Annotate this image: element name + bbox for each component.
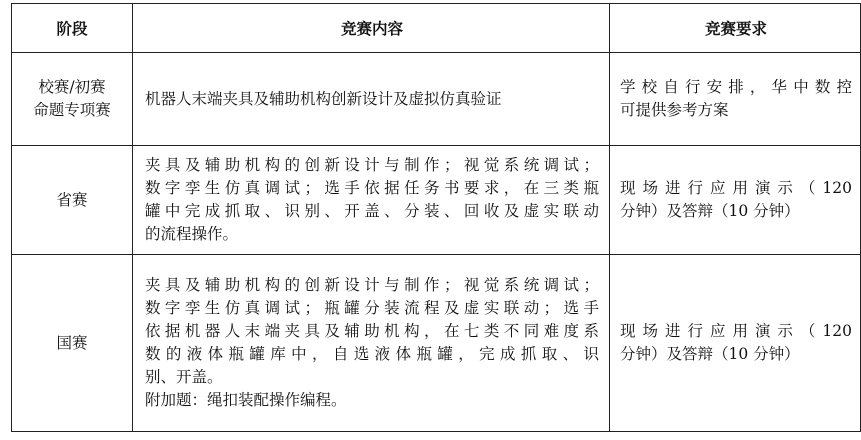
content-text: 数的液体瓶罐库中，自选液体瓶罐，完成抓取、识 xyxy=(145,345,599,363)
table-row xyxy=(12,255,861,432)
stage-cell xyxy=(12,53,133,146)
requirement-text: 可提供参考方案 xyxy=(620,101,729,119)
requirement-cell xyxy=(610,255,861,432)
content-text: 附加题：绳扣装配操作编程。 xyxy=(145,391,347,409)
content-text: 依据机器人末端夹具及辅助机构，在七类不同难度系 xyxy=(145,322,599,340)
stage-cell xyxy=(12,146,133,255)
content-text: 数字孪生仿真调试；瓶罐分装流程及虚实联动；选手 xyxy=(145,299,599,317)
stage-text: 国赛 xyxy=(56,333,88,352)
requirement-text: 现场进行应用演示（120 xyxy=(620,179,852,197)
header-content: 竞赛内容 xyxy=(133,4,610,53)
content-text: 别、开盖。 xyxy=(145,368,223,386)
competition-table xyxy=(11,3,861,432)
requirement-text: 分钟）及答辩（10 分钟） xyxy=(620,202,800,220)
content-text: 罐中完成抓取、识别、开盖、分装、回收及虚实联动 xyxy=(145,202,599,220)
table-row xyxy=(12,53,861,146)
content-text: 夹具及辅助机构的创新设计与制作；视觉系统调试； xyxy=(145,156,599,174)
requirement-cell xyxy=(610,146,861,255)
content-cell xyxy=(133,146,610,255)
header-requirement: 竞赛要求 xyxy=(610,4,861,53)
stage-text: 省赛 xyxy=(56,190,88,209)
table-row xyxy=(12,146,861,255)
table-header-row xyxy=(12,4,861,53)
content-cell xyxy=(133,53,610,146)
stage-cell xyxy=(12,255,133,432)
content-cell xyxy=(133,255,610,432)
content-text: 夹具及辅助机构的创新设计与制作；视觉系统调试； xyxy=(145,276,599,294)
stage-text: 命题专项赛 xyxy=(33,101,111,119)
content-text: 的流程操作。 xyxy=(145,225,239,243)
stage-text: 校赛/初赛 xyxy=(38,78,106,96)
content-text: 机器人末端夹具及辅助机构创新设计及虚拟仿真验证 xyxy=(145,89,502,108)
requirement-text: 分钟）及答辩（10 分钟） xyxy=(620,345,800,363)
header-stage: 阶段 xyxy=(12,4,133,53)
requirement-text: 现场进行应用演示（120 xyxy=(620,322,852,340)
content-text: 数字孪生仿真调试；选手依据任务书要求，在三类瓶 xyxy=(145,179,599,197)
requirement-text: 学校自行安排，华中数控 xyxy=(620,78,852,96)
requirement-cell xyxy=(610,53,861,146)
